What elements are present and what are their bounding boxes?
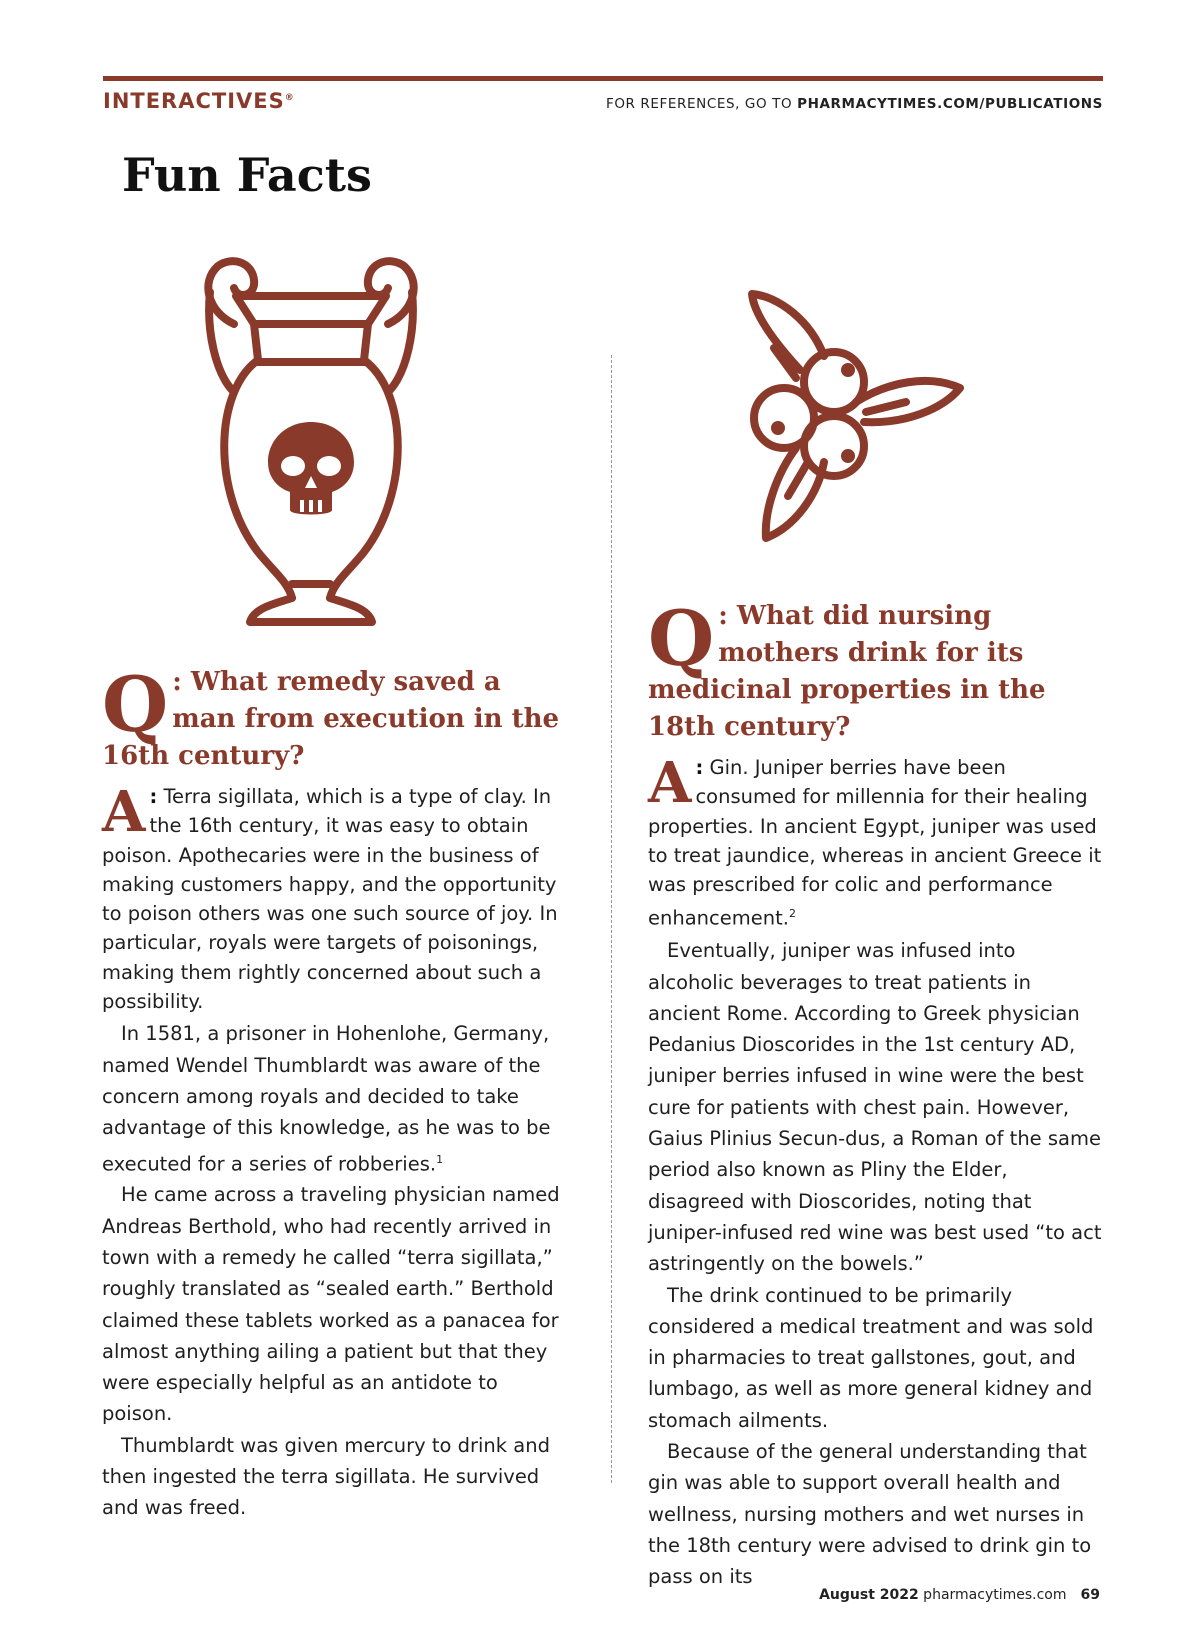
left-paragraph-1 — [102, 1018, 570, 1179]
section-label-text: INTERACTIVES — [103, 89, 285, 113]
left-answer — [102, 779, 570, 1016]
poison-urn-icon — [196, 252, 426, 638]
left-paragraph-2: He came across a traveling physician named Andreas Berthold, who had recently arrived in town with a remedy he called “terra sigillata,” roughly translated as “sealed earth.” Berthold claimed these tablets worked as a panacea for almost anything ailing a patient but that they were especially helpful as an antidote to poison. — [102, 1183, 560, 1426]
right-paragraph-1: Eventually, juniper was infused into alcoholic beverages to treat patients in ancient Rome. According to Greek physician Pedanius Dioscorides in the 1st century AD, juniper berries infused in wine were the best cure for patients with chest pain. However, Gaius Plinius Secun-dus, a Roman of the same period also known as Pliny the Elder, disagreed with Dioscorides, noting that juniper-infused red wine was best used “to act astringently on the bowels.” — [648, 939, 1102, 1276]
right-a-colon: : — [695, 756, 704, 779]
page-footer — [819, 1587, 1100, 1603]
right-answer-block — [648, 750, 1106, 933]
left-ref-1: 1 — [436, 1152, 444, 1166]
right-answer-text: Gin. Juniper berries have been consumed for millennia for their healing properties. In ancient Egypt, juniper was used to treat jaundice, whereas in ancient Greece it was prescribed for colic and performance enhancement. — [648, 756, 1102, 930]
left-a-dropcap: A — [102, 779, 146, 845]
page-number: 69 — [1080, 1587, 1100, 1603]
right-paragraph-3: Because of the general understanding that gin was able to support overall health and wellness, nursing mothers and wet nurses in the 18th century were advised to drink gin to pass on its — [648, 1440, 1092, 1589]
left-question-block — [102, 660, 570, 775]
left-answer-block — [102, 779, 570, 1016]
left-p1-text: In 1581, a prisoner in Hohenlohe, Germany, named Wendel Thumblardt was aware of the concern among royals and decided to take advantage of this knowledge, as he was to be executed for a series of robberies. — [102, 1022, 551, 1176]
references-prefix: FOR REFERENCES, GO TO — [605, 96, 798, 112]
right-a-dropcap: A — [648, 750, 692, 816]
header-rule — [103, 76, 1103, 81]
right-question-block — [648, 594, 1106, 746]
references-note — [606, 96, 1103, 112]
right-column — [648, 594, 1106, 1593]
column-divider — [611, 355, 612, 1483]
right-paragraph-2: The drink continued to be primarily considered a medical treatment and was sold in pharmacies to treat gallstones, gout, and lumbago, as well as more general kidney and stomach ailments. — [648, 1283, 1094, 1432]
right-q-dropcap: Q — [648, 594, 715, 683]
page-title: Fun Facts — [122, 148, 372, 202]
left-question: : What remedy saved a man from execution in the 16th century? — [102, 667, 560, 771]
left-answer-text: Terra sigillata, which is a type of clay. In the 16th century, it was easy to obtain poison. Apothecaries were in the business of making customers happy, and the opportunity to poison others was one such source of joy. In particular, royals were targets of poisonings, making them rightly concerned about such a possibility. — [102, 785, 558, 1014]
left-paragraph-3: Thumblardt was given mercury to drink and then ingested the terra sigillata. He survived and was freed. — [102, 1433, 550, 1520]
footer-site[interactable]: pharmacytimes.com — [918, 1587, 1067, 1603]
footer-issue: August 2022 — [819, 1587, 919, 1603]
section-label — [103, 89, 295, 113]
right-answer — [648, 750, 1106, 933]
juniper-berries-icon — [738, 286, 982, 552]
left-q-dropcap: Q — [102, 660, 169, 749]
left-a-colon: : — [149, 785, 158, 808]
right-ref-2: 2 — [788, 907, 796, 921]
left-column — [102, 660, 570, 1524]
registered-mark: ® — [284, 93, 295, 103]
references-url[interactable]: PHARMACYTIMES.COM/PUBLICATIONS — [797, 96, 1103, 112]
right-question: : What did nursing mothers drink for its medicinal properties in the 18th century? — [648, 601, 1046, 742]
